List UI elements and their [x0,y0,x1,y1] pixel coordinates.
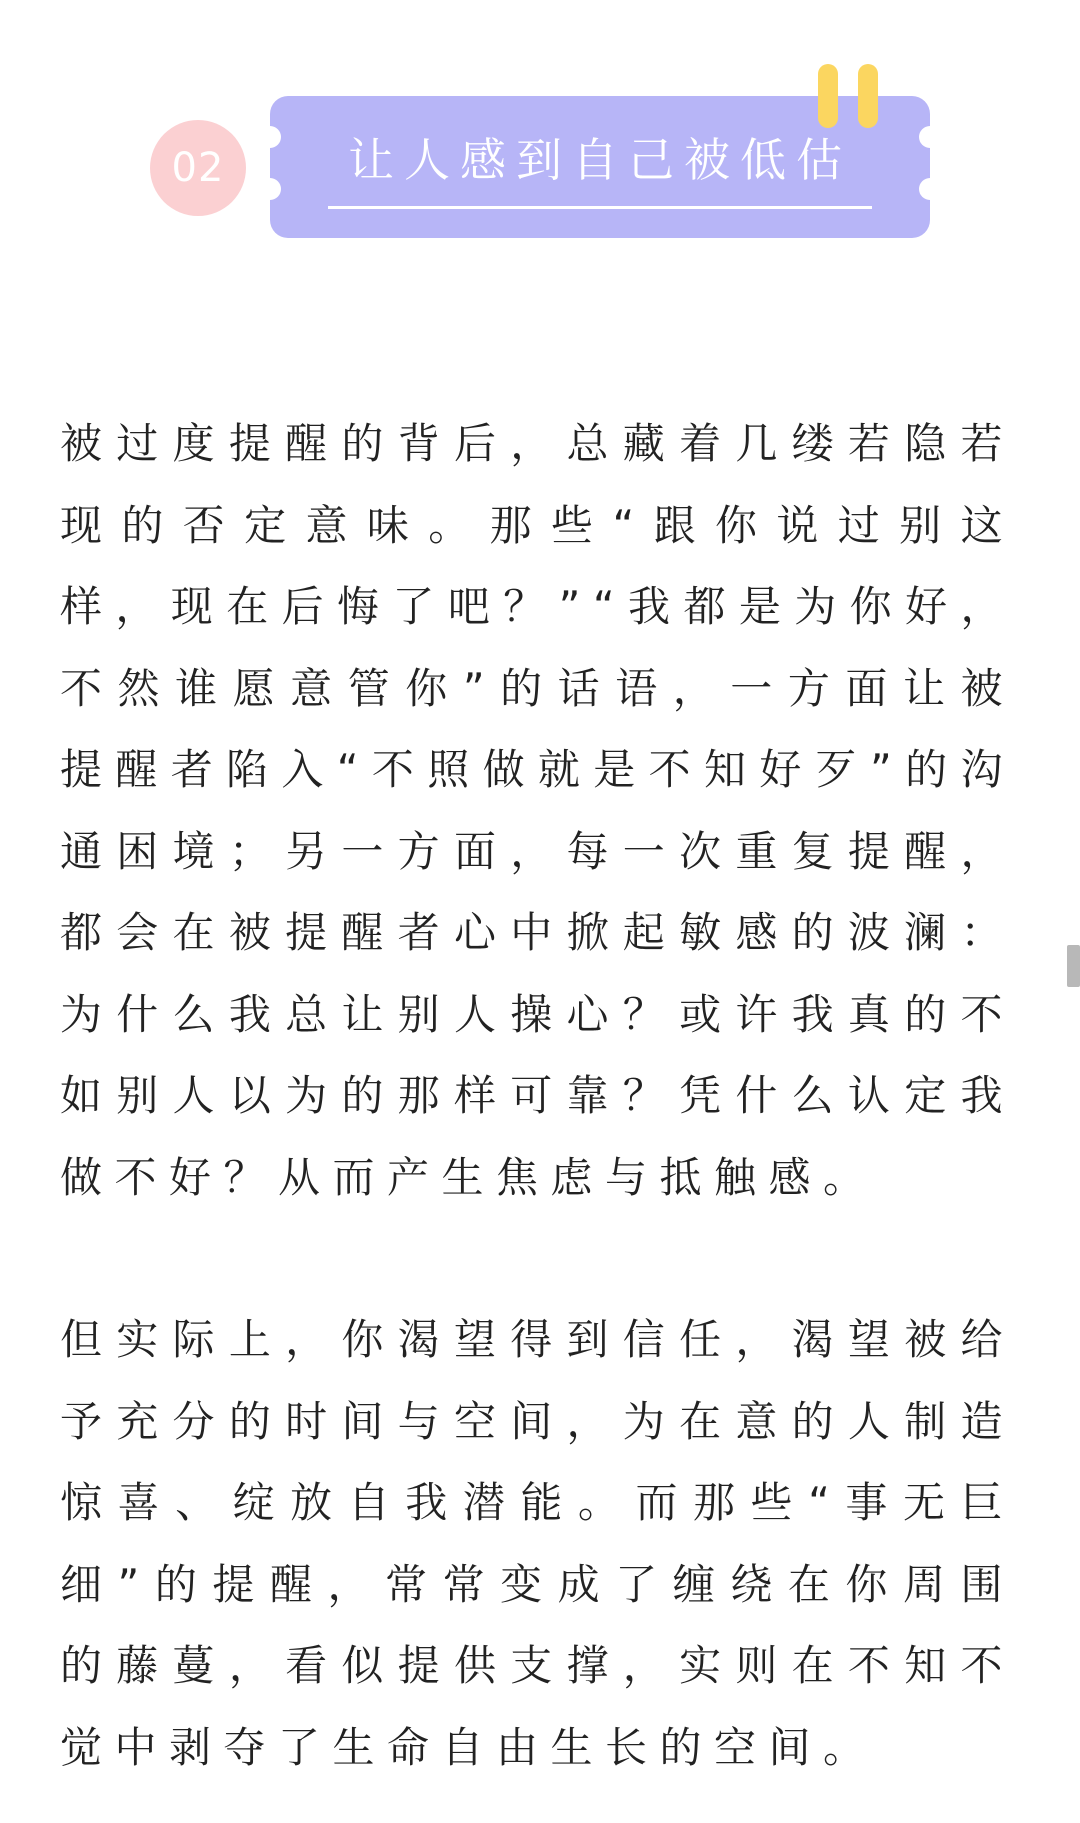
section-title: 让人感到自己被低估 [348,133,852,187]
scrollbar-thumb[interactable] [1067,945,1080,987]
quote-mark-icon [858,64,878,128]
quote-mark-icon [818,64,838,128]
section-number-badge: 02 [150,120,246,216]
paragraph: 但实际上，你渴望得到信任，渴望被给予充分的时间与空间，为在意的人制造惊喜、绽放自我潜能。而那些“事无巨细”的提醒，常常变成了缠绕在你周围的藤蔓，看似提供支撑，实则在不知不觉中剥夺了生命自由生长的空间。 [60,1315,1015,1772]
paragraph: 被过度提醒的背后，总藏着几缕若隐若现的否定意味。那些“跟你说过别这样，现在后悔了吧？”“我都是为你好，不然谁愿意管你”的话语，一方面让被提醒者陷入“不照做就是不知好歹”的沟通困境；另一方面，每一次重复提醒，都会在被提醒者心中掀起敏感的波澜：为什么我总让别人操心？或许我真的不如别人以为的那样可靠？凭什么认定我做不好？从而产生焦虑与抵触感。 [60,419,1015,1202]
section-header [0,0,1080,260]
article-body [60,403,1015,1788]
title-underline [328,206,872,209]
